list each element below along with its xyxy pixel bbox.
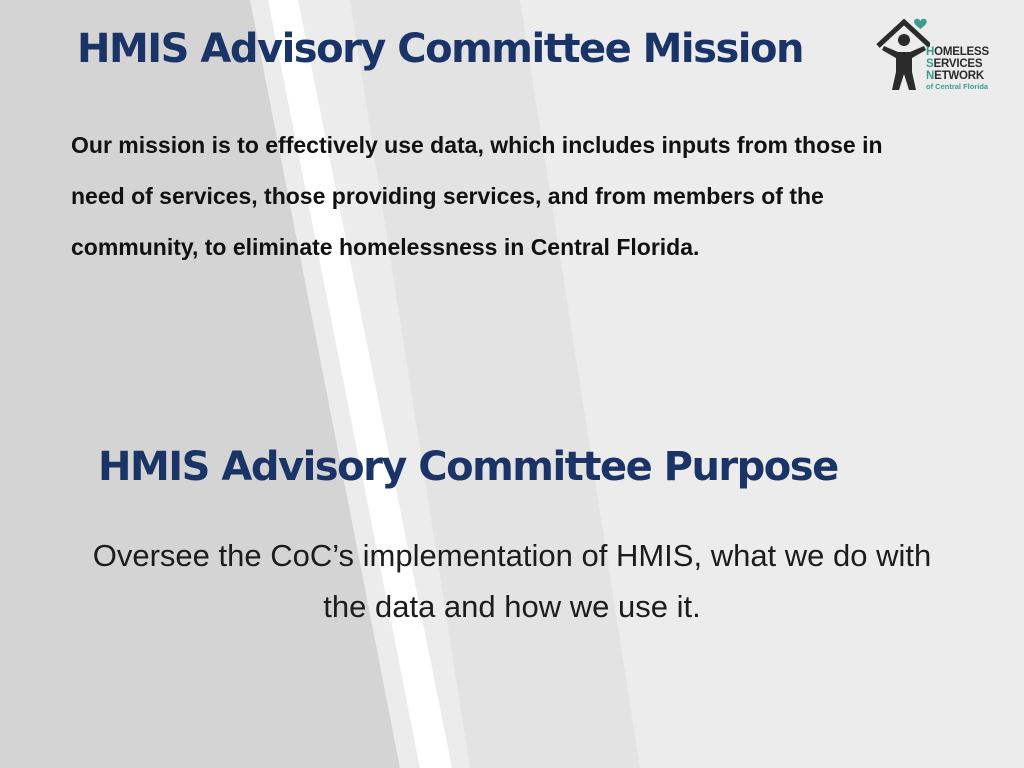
logo-subline: of Central Florida <box>926 82 989 91</box>
purpose-statement: Oversee the CoC’s implementation of HMIS, what we do with the data and how we use it. <box>92 538 932 624</box>
mission-statement: Our mission is to effectively use data, which includes inputs from those in need of services, those providing services, and from members of the community, to eliminate homelessness in Central Florida. <box>71 132 883 260</box>
logo-line-homeless: HOMELESS <box>926 46 989 58</box>
mission-title: HMIS Advisory Committee Mission <box>77 26 803 72</box>
logo-line-services: SERVICES <box>926 58 983 70</box>
house-person-heart-icon <box>874 16 930 92</box>
purpose-title: HMIS Advisory Committee Purpose <box>98 444 838 490</box>
homeless-services-network-logo <box>874 16 1008 92</box>
logo-wordmark <box>926 46 989 91</box>
logo-line-network: NETWORK <box>926 70 985 82</box>
